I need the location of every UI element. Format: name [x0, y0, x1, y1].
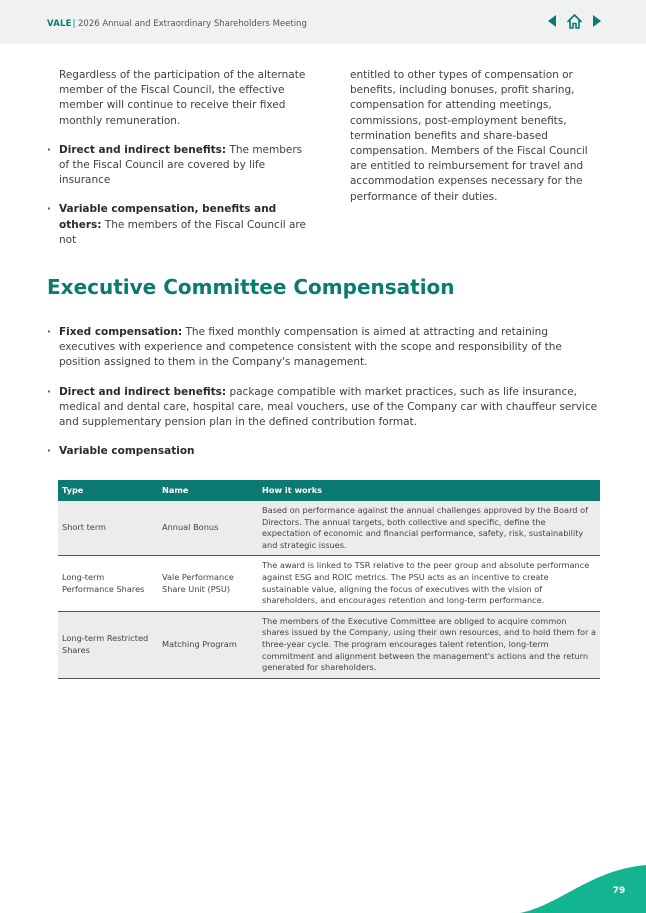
cell-type: Short term [58, 501, 158, 556]
table-header-row [58, 480, 600, 501]
cell-name: Annual Bonus [158, 501, 258, 556]
column-header-how: How it works [258, 480, 600, 501]
cell-type: Long-term Performance Shares [58, 556, 158, 611]
cell-name: Vale Performance Share Unit (PSU) [158, 556, 258, 611]
page-header [0, 0, 646, 44]
column-header-type: Type [58, 480, 158, 501]
home-icon[interactable] [566, 13, 583, 30]
table-row [58, 501, 600, 556]
variable-compensation-table [58, 480, 600, 679]
column-header-name: Name [158, 480, 258, 501]
brand-logo [47, 19, 76, 29]
cell-how: Based on performance against the annual challenges approved by the Board of Directors. The annual targets, both collective and specific, define the expectation of economic and financial performance, safety, risk, sustainability and strategic issues. [258, 501, 600, 556]
cell-how: The award is linked to TSR relative to the peer group and absolute performance against ESG and ROIC metrics. The PSU acts as an incentive to create sustainable value, aligning the focus of executives with the vision of shareholders, and encourages retention and long-term performance. [258, 556, 600, 611]
right-column-paragraph: entitled to other types of compensation or benefits, including bonuses, profit sharing, compensation for attending meetings, commissions, post-employment benefits, termination benefits and share-based compensation. Members of the Fiscal Council are entitled to reimbursement for travel and accommodation expenses necessary for the performance of their duties. [350, 69, 588, 203]
bullet-label: Fixed compensation: [59, 326, 183, 338]
executive-compensation-list [47, 325, 602, 473]
bullet-text: package compatible with market practices, such as life insurance, medical and dental care, hospital care, meal vouchers, use of the Company car with chauffeur service and supplementary pension plan in the defined contribution format. [59, 385, 598, 429]
bullet-fiscal-benefits [47, 143, 309, 189]
table-row [58, 611, 600, 678]
bullet-direct-indirect-benefits [47, 385, 602, 431]
bullet-fixed-compensation [47, 325, 602, 371]
bullet-label: Variable compensation [59, 445, 195, 458]
cell-type: Long-term Restricted Shares [58, 611, 158, 678]
document-title: 2026 Annual and Extraordinary Shareholders Meeting [78, 19, 307, 29]
right-column [350, 68, 595, 205]
bullet-text: The members of the Fiscal Council are covered by life insurance [59, 143, 303, 187]
bullet-label: Variable compensation, benefits and others: [59, 203, 277, 231]
page-number: 79 [612, 886, 626, 896]
bullet-variable-compensation [47, 444, 602, 459]
bullet-text: The members of the Fiscal Council are not [59, 218, 306, 246]
continuation-paragraph: Regardless of the participation of the alternate member of the Fiscal Council, the effective member will continue to receive their fixed monthly remuneration. [59, 69, 306, 127]
cell-name: Matching Program [158, 611, 258, 678]
bullet-text: The fixed monthly compensation is aimed at attracting and retaining executives with experience and competence consistent with the scope and responsibility of the position assigned to them in the Company's management. [59, 326, 562, 369]
left-column [47, 68, 309, 248]
brand-separator: | [72, 19, 76, 29]
brand-name: VALE [47, 19, 72, 29]
bullet-label: Direct and indirect benefits: [59, 385, 227, 398]
next-page-icon[interactable] [593, 15, 601, 27]
previous-page-icon[interactable] [548, 15, 556, 27]
bullet-fiscal-variable [47, 202, 309, 248]
table-row [58, 556, 600, 611]
cell-how: The members of the Executive Committee are obliged to acquire common shares issued by the Company, using their own resources, and to hold them for a three-year cycle. The program encourages talent retention, long-term commitment and alignment between the management's actions and the return generated for shareholders. [258, 611, 600, 678]
section-title: Executive Committee Compensation [47, 275, 455, 299]
bullet-label: Direct and indirect benefits: [59, 143, 227, 156]
